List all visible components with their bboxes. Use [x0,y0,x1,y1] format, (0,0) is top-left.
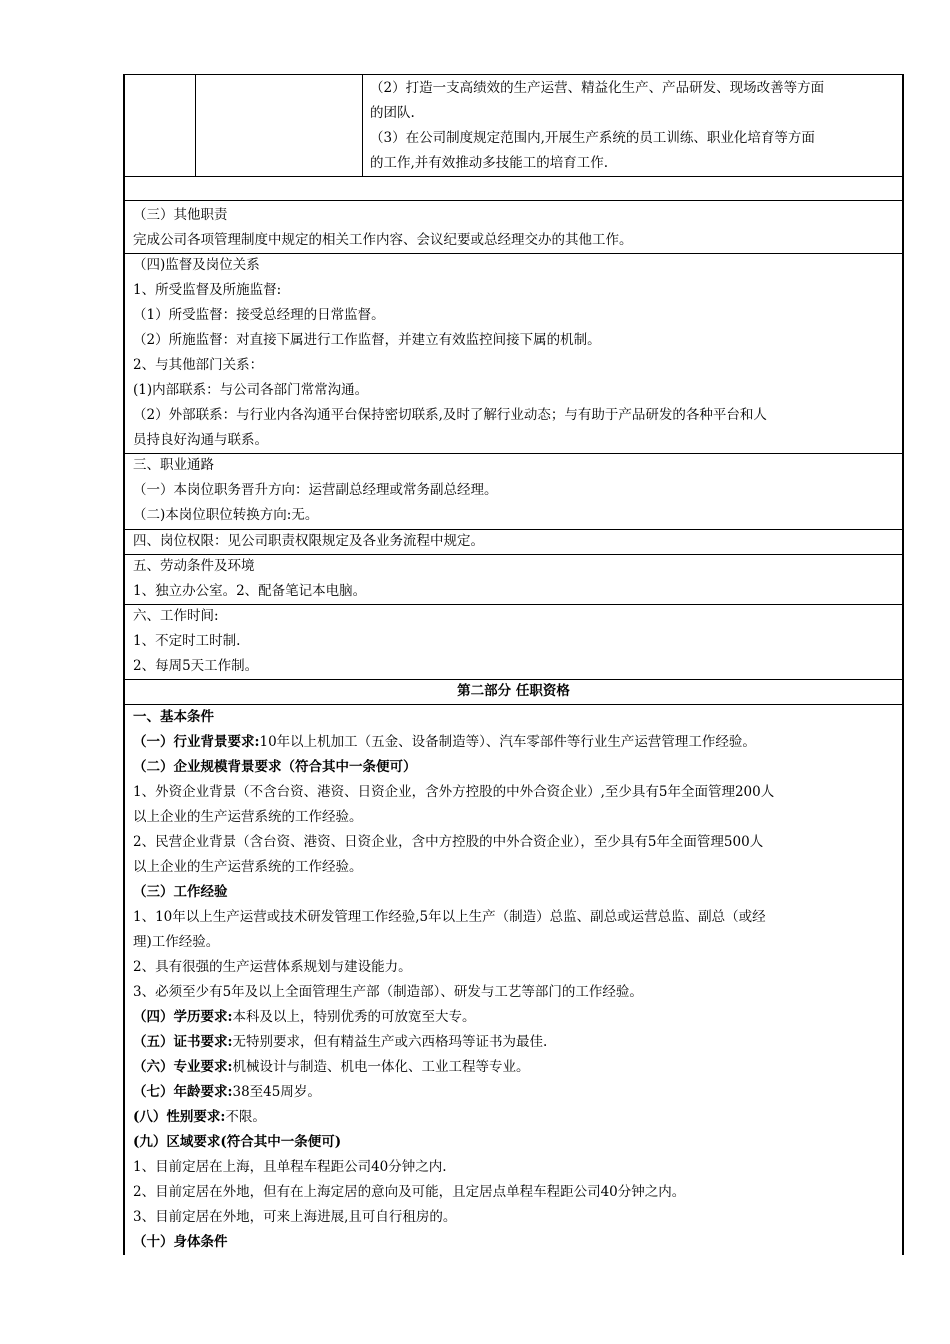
conditions-heading: 五、劳动条件及环境 [133,558,255,574]
experience-line: 理)工作经验。 [133,934,220,950]
region-line: 1、目前定居在上海，且单程车程距公司40分钟之内. [133,1159,447,1175]
major-text: 机械设计与制造、机电一体化、工业工程等专业。 [232,1059,530,1075]
education-requirement [133,1005,896,1030]
supervision-line: 员持良好沟通与联系。 [133,432,268,448]
major-label: （六）专业要求: [133,1059,233,1075]
experience-line: 2、具有很强的生产运营体系规划与建设能力。 [133,959,412,975]
scale-line: 1、外资企业背景（不含台资、港资、日资企业，含外方控股的中外合资企业）,至少具有5年全面管理200人 [133,784,775,800]
major-requirement [133,1055,896,1080]
gender-requirement [133,1105,896,1130]
region-line: 2、目前定居在外地，但有在上海定居的意向及可能，且定居点单程车程距公司40分钟之内。 [133,1184,686,1200]
qualifications-heading: 一、基本条件 [133,709,214,725]
industry-requirement [133,730,896,755]
age-label: （七）年龄要求: [133,1084,233,1100]
work-time-line: 1、不定时工时制. [133,633,241,649]
education-label: （四）学历要求: [133,1009,233,1025]
duty-line-3: （3）在公司制度规定范围内,开展生产系统的员工训练、职业化培育等方面 [370,130,815,146]
career-line: （二)本岗位职位转换方向:无。 [133,507,319,523]
experience-line: 1、10年以上生产运营或技术研发管理工作经验,5年以上生产（制造）总监、副总或运营总监、副总（或经 [133,909,766,925]
age-text: 38至45周岁。 [232,1084,321,1100]
supervision-heading: （四)监督及岗位关系 [133,257,260,273]
gender-text: 不限。 [225,1109,266,1125]
other-duties-text: 完成公司各项管理制度中规定的相关工作内容、会议纪要或总经理交办的其他工作。 [133,232,633,248]
gender-label: (八）性别要求: [133,1109,226,1125]
supervision-line: 2、与其他部门关系： [133,357,264,373]
job-description-table [123,74,904,1255]
experience-line: 3、必须至少有5年及以上全面管理生产部（制造部）、研发与工艺等部门的工作经验。 [133,984,643,1000]
row-divider [125,176,902,177]
other-duties-heading: （三）其他职责 [133,207,228,223]
row-divider [125,200,902,201]
supervision-line: （1）所受监督：接受总经理的日常监督。 [133,307,385,323]
column-divider-2 [362,74,363,176]
career-heading: 三、职业通路 [133,457,214,473]
table-top-border [125,74,902,75]
supervision-line: 1、所受监督及所施监督: [133,282,282,298]
supervision-line: (1)内部联系：与公司各部门常常沟通。 [133,382,369,398]
career-line: （一）本岗位职务晋升方向：运营副总经理或常务副总经理。 [133,482,498,498]
region-heading: (九）区域要求(符合其中一条便可) [133,1134,342,1150]
conditions-text: 1、独立办公室。2、配备笔记本电脑。 [133,583,367,599]
certificate-text: 无特别要求，但有精益生产或六西格玛等证书为最佳. [232,1034,548,1050]
region-line: 3、目前定居在外地，可来上海进展,且可自行租房的。 [133,1209,457,1225]
duty-line-1: （2）打造一支高绩效的生产运营、精益化生产、产品研发、现场改善等方面 [370,80,825,96]
industry-label: （一）行业背景要求: [133,734,260,750]
industry-text: 10年以上机加工（五金、设备制造等）、汽车零部件等行业生产运营管理工作经验。 [259,734,756,750]
work-time-heading: 六、工作时间: [133,608,219,624]
column-divider-1 [195,74,196,176]
scale-heading: （二）企业规模背景要求（符合其中一条便可） [133,759,417,775]
experience-heading: （三）工作经验 [133,884,228,900]
authority-text: 四、岗位权限：见公司职责权限规定及各业务流程中规定。 [133,533,484,549]
duty-line-2: 的团队. [370,105,415,121]
scale-line: 以上企业的生产运营系统的工作经验。 [133,809,363,825]
certificate-requirement [133,1030,896,1055]
education-text: 本科及以上，特别优秀的可放宽至大专。 [232,1009,476,1025]
part-two-title: 第二部分 任职资格 [457,683,570,699]
certificate-label: （五）证书要求: [133,1034,233,1050]
scale-line: 2、民营企业背景（含台资、港资、日资企业，含中方控股的中外合资企业），至少具有5年全面管理500人 [133,834,764,850]
supervision-line: （2）外部联系：与行业内各沟通平台保持密切联系,及时了解行业动态；与有助于产品研发的各种平台和人 [133,407,767,423]
age-requirement [133,1080,896,1105]
health-heading: （十）身体条件 [133,1234,228,1250]
work-time-line: 2、每周5天工作制。 [133,658,259,674]
duty-line-4: 的工作,并有效推动多技能工的培育工作. [370,155,609,171]
scale-line: 以上企业的生产运营系统的工作经验。 [133,859,363,875]
supervision-line: （2）所施监督：对直接下属进行工作监督，并建立有效监控间接下属的机制。 [133,332,601,348]
